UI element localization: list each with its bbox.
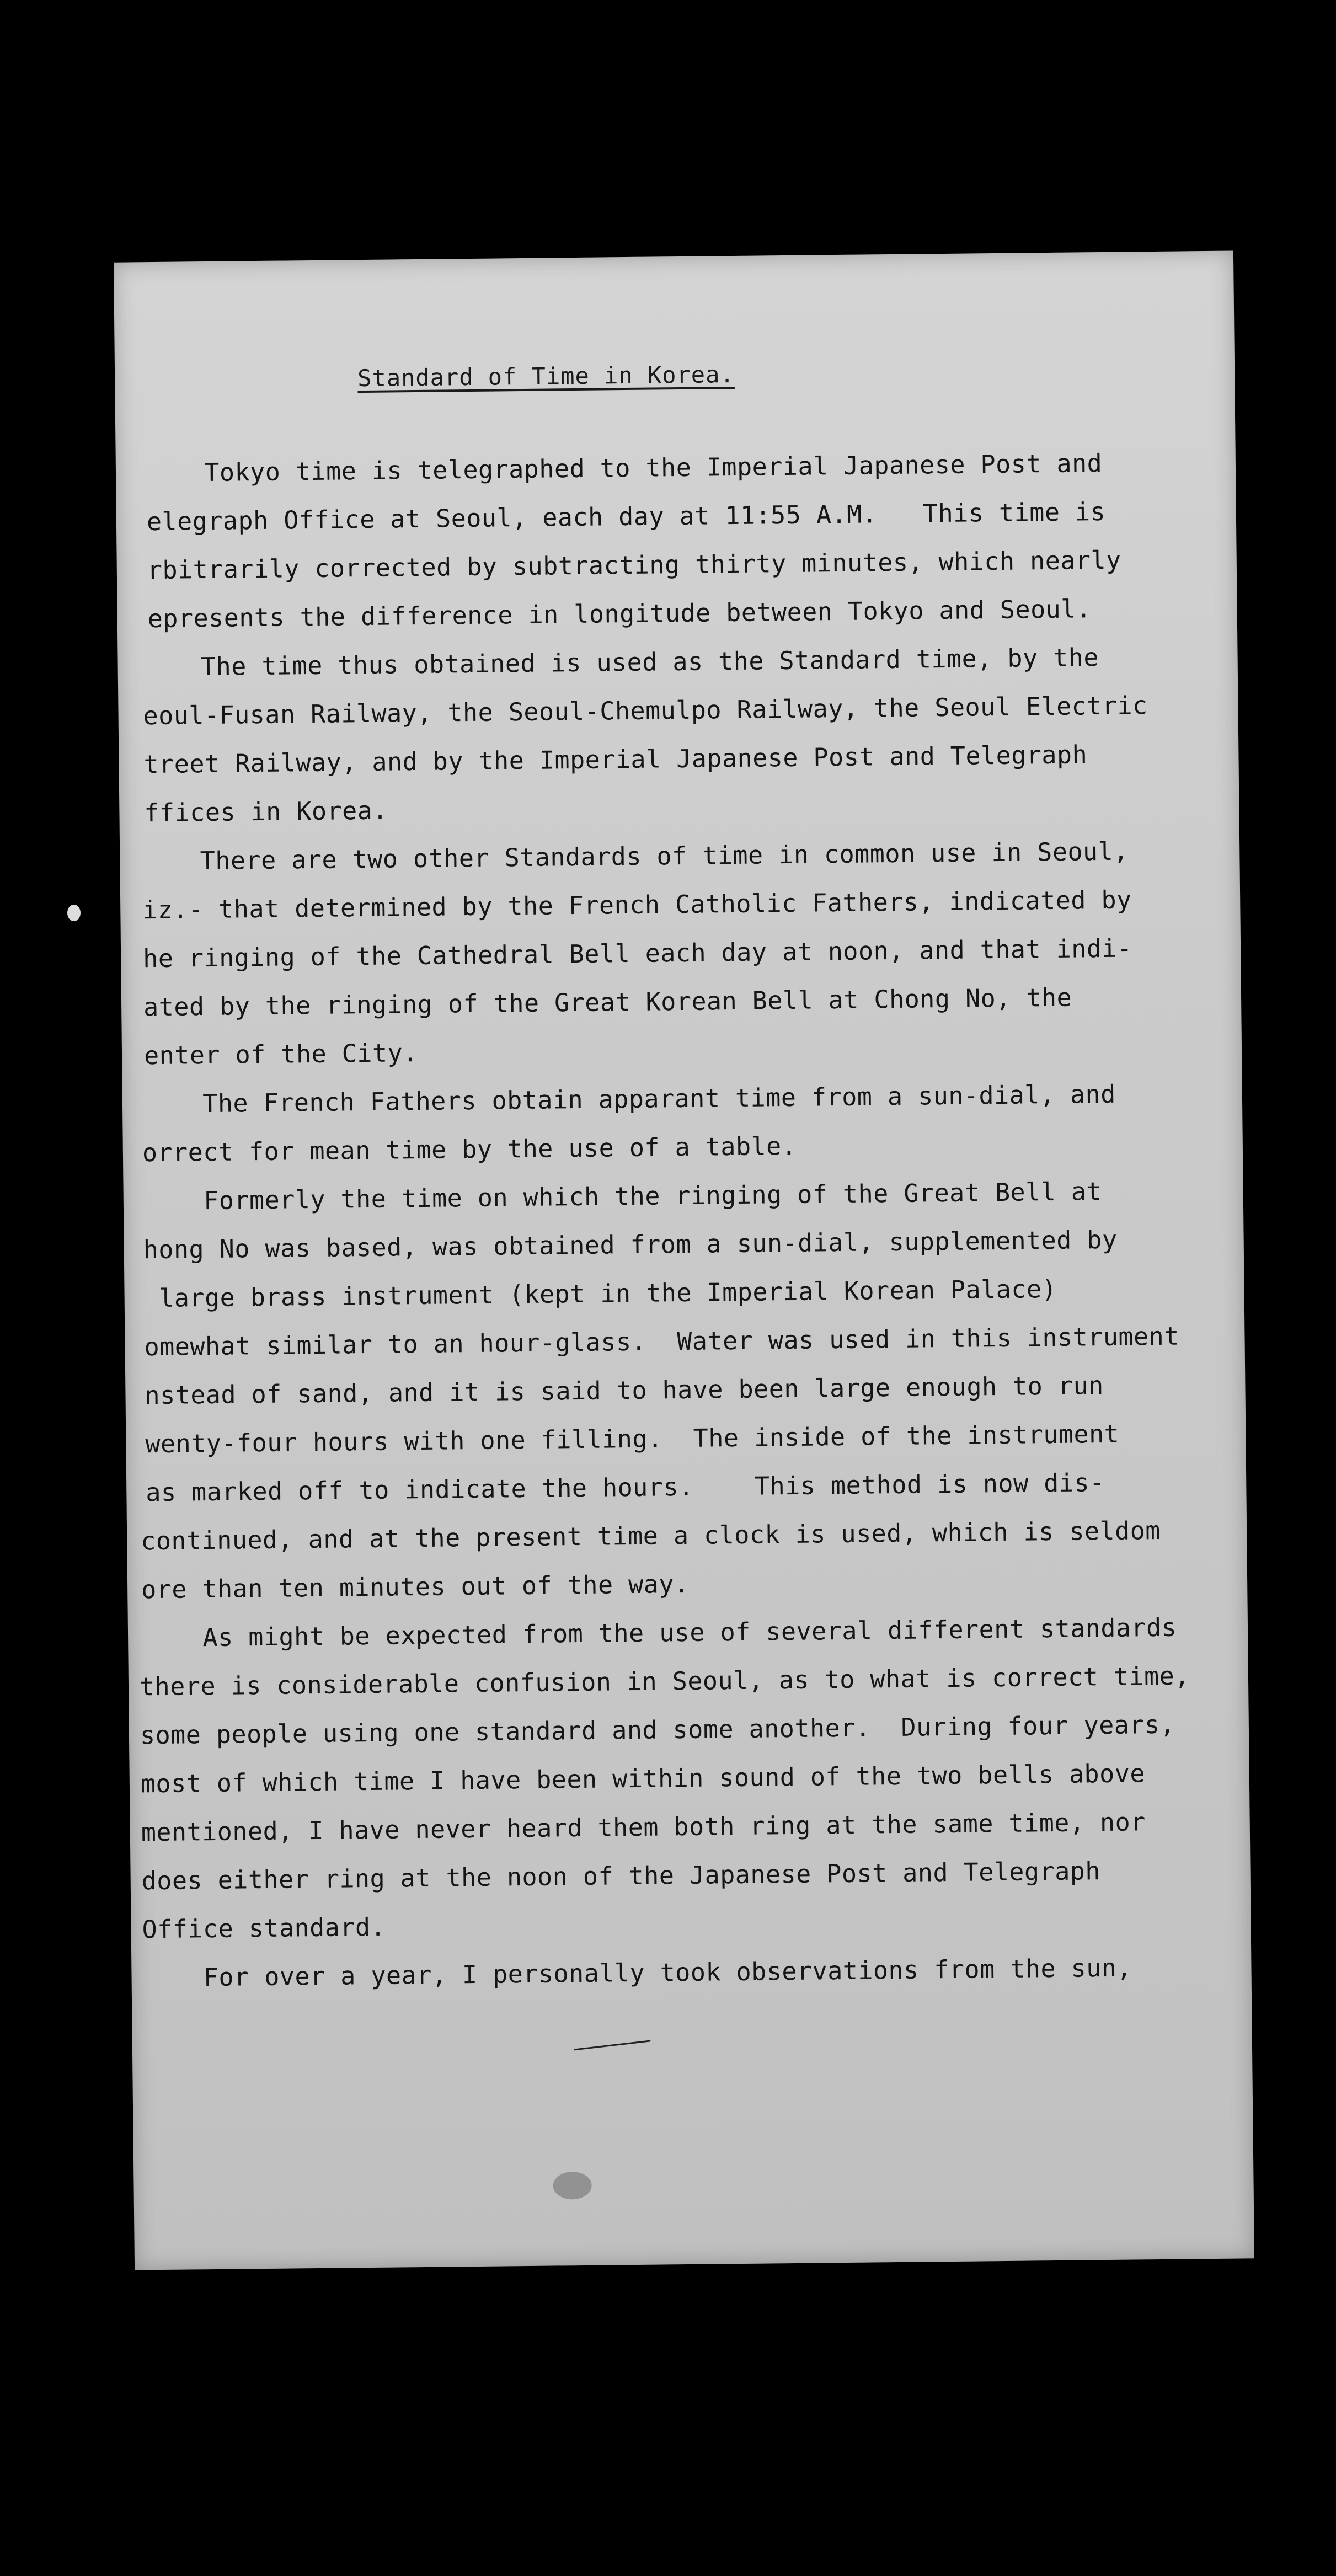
text-line: as marked off to indicate the hours. This method is now dis- xyxy=(146,1468,1105,1508)
text-line: enter of the City. xyxy=(143,1038,418,1071)
pen-mark xyxy=(574,2040,650,2050)
text-line: orrect for mean time by the use of a table. xyxy=(142,1131,797,1168)
document-page xyxy=(114,250,1254,2270)
text-line: The time thus obtained is used as the Standard time, by the xyxy=(140,643,1099,682)
text-line: Formerly the time on which the ringing of the Great Bell at xyxy=(142,1177,1102,1216)
text-line: epresents the difference in longitude between Tokyo and Seoul. xyxy=(147,594,1092,634)
text-line: ffices in Korea. xyxy=(144,795,388,828)
text-line: elegraph Office at Seoul, each day at 11:55 A.M. This time is xyxy=(146,496,1106,537)
text-line: iz.- that determined by the French Catholic Fathers, indicated by xyxy=(142,885,1132,925)
text-line: omewhat similar to an hour-glass. Water was used in this instrument xyxy=(144,1321,1180,1362)
text-line: Office standard. xyxy=(142,1912,386,1944)
text-line: wenty-four hours with one filling. The inside of the instrument xyxy=(145,1419,1120,1459)
text-line: rbitrarily corrected by subtracting thirty minutes, which nearly xyxy=(147,545,1121,585)
text-line: Tokyo time is telegraphed to the Imperial Japanese Post and xyxy=(143,448,1103,488)
text-line: For over a year, I personally took observations from the sun, xyxy=(142,1953,1132,1993)
text-line: treet Railway, and by the Imperial Japanese Post and Telegraph xyxy=(143,740,1088,779)
text-line: nstead of sand, and it is said to have been large enough to run xyxy=(145,1371,1104,1410)
text-line: hong No was based, was obtained from a sun-dial, supplemented by xyxy=(143,1225,1118,1265)
text-line: There are two other Standards of time in common use in Seoul, xyxy=(139,836,1129,877)
text-line: does either ring at the noon of the Japanese Post and Telegraph xyxy=(141,1856,1101,1896)
text-line: As might be expected from the use of several different standards xyxy=(141,1612,1177,1653)
text-line: large brass instrument (kept in the Imperial Korean Palace) xyxy=(143,1274,1057,1313)
text-line: he ringing of the Cathedral Bell each day at noon, and that indi- xyxy=(142,933,1132,974)
text-line: eoul-Fusan Railway, the Seoul-Chemulpo Railway, the Seoul Electric xyxy=(143,691,1148,731)
document-title: Standard of Time in Korea. xyxy=(357,360,735,392)
text-line: some people using one standard and some another. During four years, xyxy=(140,1709,1175,1750)
text-line: The French Fathers obtain apparant time from a sun-dial, and xyxy=(141,1079,1116,1119)
text-line: mentioned, I have never heard them both ring at the same time, nor xyxy=(141,1807,1146,1847)
text-line: ated by the ringing of the Great Korean Bell at Chong No, the xyxy=(143,982,1072,1022)
text-line: there is considerable confusion in Seoul, as to what is correct time, xyxy=(139,1661,1190,1702)
text-line: continued, and at the present time a clock is used, which is seldom xyxy=(140,1515,1161,1556)
film-speck xyxy=(67,905,81,921)
text-line: ore than ten minutes out of the way. xyxy=(141,1569,690,1605)
ink-blot xyxy=(553,2172,592,2200)
text-line: most of which time I have been within sound of the two bells above xyxy=(140,1759,1146,1799)
